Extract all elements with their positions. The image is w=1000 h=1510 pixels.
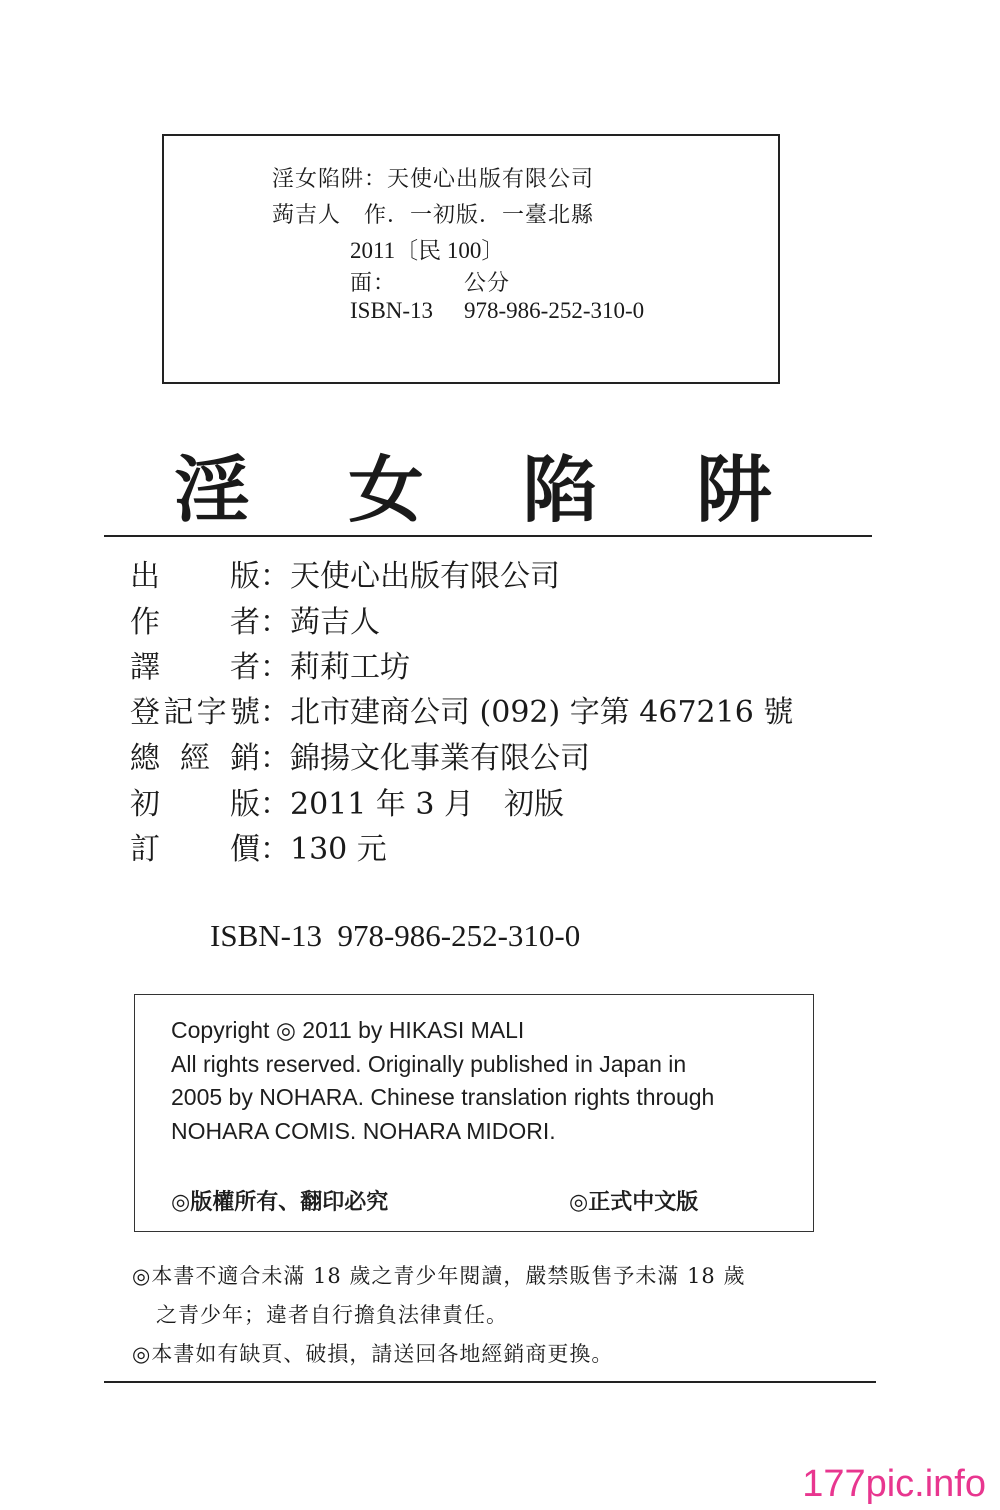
title-char-4: 阱: [696, 447, 772, 532]
isbn-line: [210, 918, 580, 954]
title-char-1: 淫: [174, 447, 250, 532]
info-separator: ：: [260, 695, 290, 730]
rights-reserved-notice: ◎版權所有、翻印必究: [171, 1190, 389, 1215]
cip-title-line: 淫女陷阱：天使心出版有限公司: [272, 167, 595, 192]
info-value: 蒟吉人: [290, 605, 380, 640]
defect-notice: ◎本書如有缺頁、破損，請送回各地經銷商更換。: [132, 1342, 614, 1366]
info-label: 初 版: [130, 787, 260, 822]
info-value: 北市建商公司 (092) 字第 467216 號: [290, 695, 794, 730]
info-label: 作 者: [130, 605, 260, 640]
info-value: 2011 年 3 月 初版: [290, 787, 565, 822]
title-char-2: 女: [348, 447, 424, 532]
info-label: 訂 價: [130, 832, 260, 867]
info-separator: ：: [260, 650, 290, 685]
info-row-publisher: [130, 556, 560, 598]
cip-year-line: 2011〔民 100〕: [350, 238, 505, 263]
age-warning-line-1: ◎本書不適合未滿 18 歲之青少年閱讀，嚴禁販售予未滿 18 歲: [132, 1264, 746, 1288]
cip-isbn-label: ISBN-13: [350, 298, 434, 323]
info-separator: ：: [260, 559, 290, 594]
info-row-price: [130, 829, 387, 871]
info-label: 出 版: [130, 559, 260, 594]
cip-isbn-value: 978-986-252-310-0: [464, 298, 645, 323]
info-value: 莉莉工坊: [290, 650, 410, 685]
info-separator: ：: [260, 605, 290, 640]
age-warning-line-2: 之青少年；違者自行擔負法律責任。: [156, 1303, 508, 1327]
info-value: 天使心出版有限公司: [290, 559, 560, 594]
info-label: 登記字號: [130, 695, 260, 730]
cip-size-unit: 公分: [464, 271, 511, 296]
info-value: 錦揚文化事業有限公司: [290, 741, 590, 776]
title-char-3: 陷: [522, 447, 598, 532]
copyright-box: [134, 994, 814, 1232]
info-separator: ：: [260, 787, 290, 822]
title-rule: [104, 535, 872, 537]
info-value: 130 元: [290, 832, 387, 867]
info-label: 總 經 銷: [130, 741, 260, 776]
info-row-registration: [130, 692, 793, 734]
cip-author-line: 蒟吉人 作．一初版．一臺北縣: [272, 203, 595, 228]
site-watermark: 177pic.info: [802, 1463, 986, 1505]
cip-size-label: 面：: [350, 271, 397, 296]
copyright-line: 2005 by NOHARA. Chinese translation rights through: [171, 1084, 715, 1110]
cip-box: [162, 134, 780, 384]
copyright-line: Copyright ◎ 2011 by HIKASI MALI: [171, 1017, 525, 1043]
copyright-line: NOHARA COMIS. NOHARA MIDORI.: [171, 1118, 556, 1144]
info-row-translator: [130, 647, 410, 689]
info-row-author: [130, 602, 380, 644]
info-label: 譯 者: [130, 650, 260, 685]
isbn-value: 978-986-252-310-0: [337, 918, 581, 953]
info-separator: ：: [260, 832, 290, 867]
info-row-edition: [130, 784, 564, 826]
info-separator: ：: [260, 741, 290, 776]
isbn-label: ISBN-13: [210, 918, 322, 953]
copyright-line: All rights reserved. Originally published in Japan in: [171, 1051, 687, 1077]
bottom-rule: [104, 1381, 876, 1383]
info-row-distributor: [130, 738, 590, 780]
official-edition-notice: ◎正式中文版: [569, 1190, 699, 1215]
